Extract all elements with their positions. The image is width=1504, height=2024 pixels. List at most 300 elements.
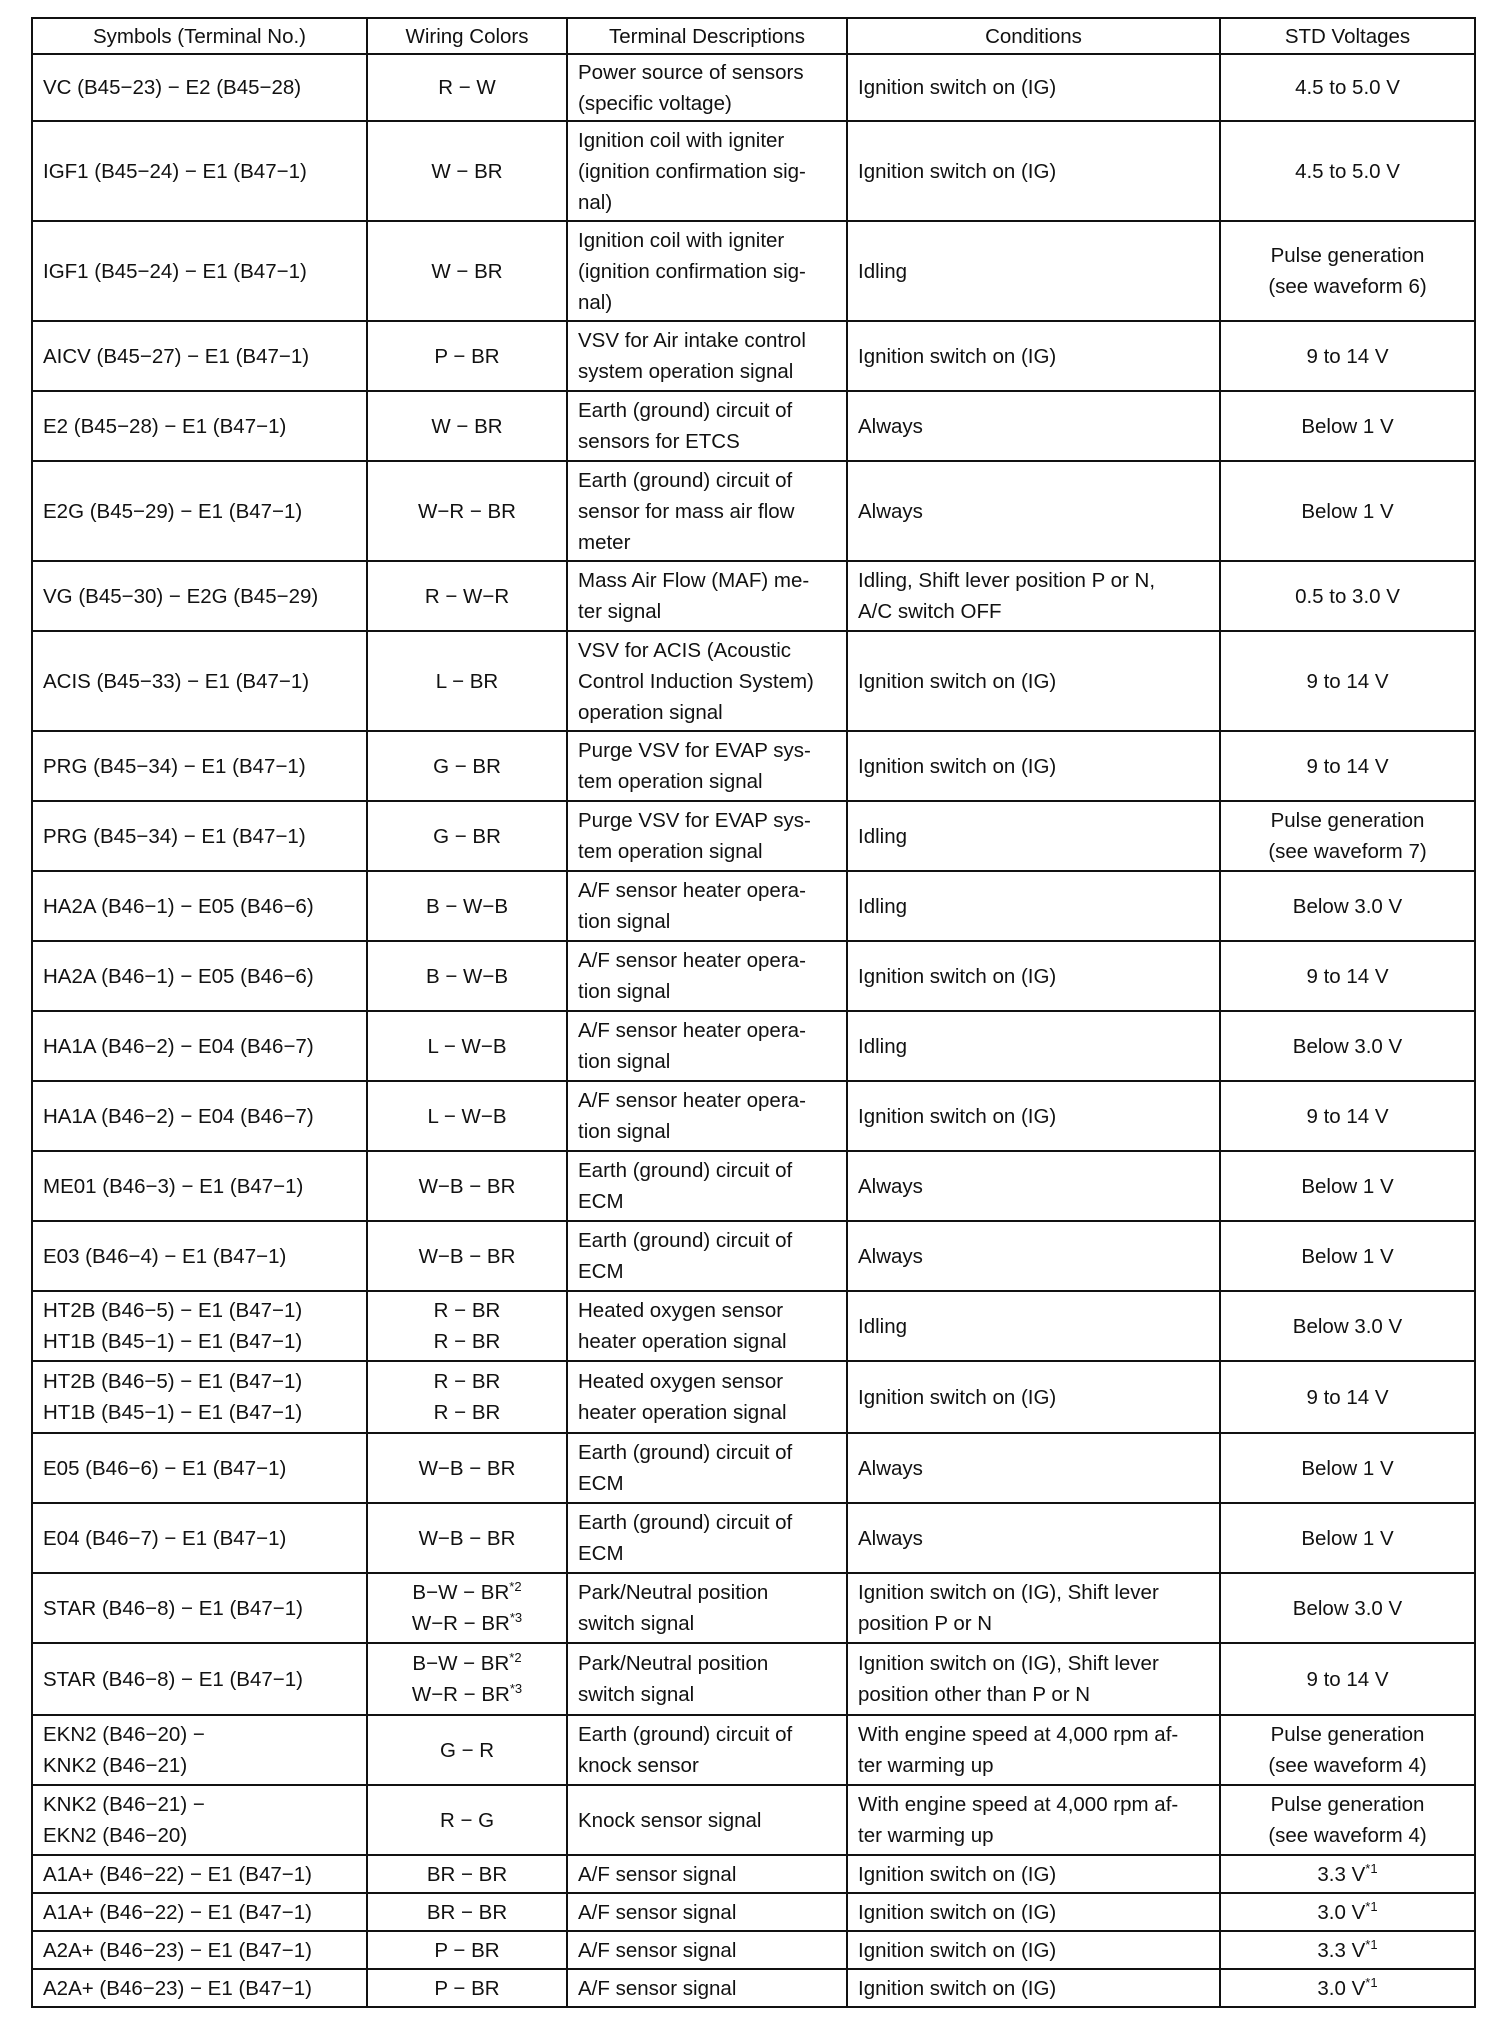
table-row bbox=[32, 121, 1475, 221]
cell-line: (see waveform 7) bbox=[1268, 840, 1427, 863]
cell-line: $W-R - BR^{*3}$ bbox=[411, 1610, 523, 1635]
cell-line: Ignition switch on (IG) bbox=[858, 964, 1057, 988]
cell-line: tion signal bbox=[578, 910, 671, 933]
cell-line: KNK2 (B46−21) − bbox=[43, 1793, 205, 1816]
wiring-color-cell bbox=[367, 801, 567, 871]
cell-line: Below 1 V bbox=[1301, 1174, 1394, 1198]
cell-line: BR − BR bbox=[426, 1862, 508, 1886]
std-voltage-cell bbox=[1220, 801, 1475, 871]
cell-line: L − W−B bbox=[427, 1104, 507, 1128]
cell-line: tion signal bbox=[578, 1120, 671, 1143]
wiring-color-cell bbox=[367, 561, 567, 631]
table-row bbox=[32, 1503, 1475, 1573]
terminal-description-cell bbox=[567, 941, 847, 1011]
cell-line: P − BR bbox=[434, 1976, 500, 2000]
cell-line: A2A+ (B46−23) − E1 (B47−1) bbox=[43, 1938, 312, 1962]
cell-line: Park/Neutral position bbox=[578, 1581, 769, 1604]
cell-line: HT1B (B45−1) − E1 (B47−1) bbox=[43, 1330, 303, 1353]
cell-line: Below 1 V bbox=[1301, 1244, 1394, 1268]
std-voltage-cell bbox=[1220, 54, 1475, 121]
table-row bbox=[32, 871, 1475, 941]
wiring-color-cell bbox=[367, 631, 567, 731]
condition-cell bbox=[847, 1855, 1220, 1893]
wiring-color-cell bbox=[367, 1893, 567, 1931]
terminal-symbol-cell bbox=[32, 871, 367, 941]
cell-line: (see waveform 6) bbox=[1268, 275, 1427, 298]
std-voltage-cell bbox=[1220, 941, 1475, 1011]
table-row bbox=[32, 391, 1475, 461]
cell-line: 3.0 $V^{*1}$ bbox=[1317, 1974, 1378, 2000]
table-row bbox=[32, 1785, 1475, 1855]
cell-line: E03 (B46−4) − E1 (B47−1) bbox=[43, 1244, 287, 1268]
cell-line: R − BR bbox=[433, 1299, 501, 1322]
cell-line: Idling bbox=[858, 1314, 908, 1338]
cell-line: E04 (B46−7) − E1 (B47−1) bbox=[43, 1526, 287, 1550]
wiring-color-cell bbox=[367, 1081, 567, 1151]
terminal-description-cell bbox=[567, 871, 847, 941]
wiring-color-cell bbox=[367, 221, 567, 321]
cell-line: 3.0 $V^{*1}$ bbox=[1317, 1898, 1378, 1924]
cell-line: A1A+ (B46−22) − E1 (B47−1) bbox=[43, 1900, 312, 1924]
cell-line: BR − BR bbox=[426, 1900, 508, 1924]
cell-line: ECM bbox=[578, 1190, 624, 1213]
cell-line: Ignition switch on (IG) bbox=[858, 669, 1057, 693]
terminal-symbol-cell bbox=[32, 1643, 367, 1715]
wiring-color-cell bbox=[367, 1291, 567, 1361]
condition-cell bbox=[847, 871, 1220, 941]
condition-cell bbox=[847, 1643, 1220, 1715]
condition-cell bbox=[847, 1969, 1220, 2007]
cell-line: tem operation signal bbox=[578, 770, 763, 793]
cell-line: nal) bbox=[578, 290, 613, 314]
cell-line: meter bbox=[578, 530, 631, 554]
terminal-symbol-cell bbox=[32, 121, 367, 221]
cell-line: ACIS (B45−33) − E1 (B47−1) bbox=[43, 669, 310, 693]
cell-line: R − BR bbox=[433, 1370, 501, 1393]
cell-line: tem operation signal bbox=[578, 840, 763, 863]
terminal-description-cell bbox=[567, 1081, 847, 1151]
terminal-description-cell bbox=[567, 1151, 847, 1221]
cell-line: 9 to 14 V bbox=[1306, 344, 1389, 368]
condition-cell bbox=[847, 1573, 1220, 1643]
cell-line: Ignition switch on (IG) bbox=[858, 344, 1057, 368]
terminal-symbol-cell bbox=[32, 731, 367, 801]
condition-cell bbox=[847, 1931, 1220, 1969]
cell-line: A/F sensor signal bbox=[578, 1938, 737, 1962]
terminal-description-cell bbox=[567, 631, 847, 731]
condition-cell bbox=[847, 121, 1220, 221]
terminal-symbol-cell bbox=[32, 1503, 367, 1573]
cell-line: switch signal bbox=[578, 1683, 695, 1706]
wiring-color-cell bbox=[367, 1221, 567, 1291]
cell-line: Below 1 V bbox=[1301, 1456, 1394, 1480]
terminal-description-cell bbox=[567, 731, 847, 801]
cell-line: Earth (ground) circuit of bbox=[578, 468, 793, 492]
condition-cell bbox=[847, 631, 1220, 731]
std-voltage-cell bbox=[1220, 1433, 1475, 1503]
cell-line: Mass Air Flow (MAF) me- bbox=[578, 569, 810, 592]
cell-line: A/F sensor heater opera- bbox=[578, 1019, 806, 1042]
std-voltage-cell bbox=[1220, 1151, 1475, 1221]
table-row bbox=[32, 1931, 1475, 1969]
cell-line: Below 3.0 V bbox=[1292, 1596, 1403, 1620]
std-voltage-cell bbox=[1220, 1643, 1475, 1715]
cell-line: ECM bbox=[578, 1542, 624, 1565]
terminal-description-cell bbox=[567, 1855, 847, 1893]
condition-cell bbox=[847, 1081, 1220, 1151]
cell-line: B − W−B bbox=[425, 964, 509, 988]
terminal-description-cell bbox=[567, 1715, 847, 1785]
cell-line: Pulse generation bbox=[1270, 1723, 1425, 1746]
cell-line: A/C switch OFF bbox=[858, 600, 1002, 623]
cell-line: A2A+ (B46−23) − E1 (B47−1) bbox=[43, 1976, 312, 2000]
cell-line: heater operation signal bbox=[578, 1401, 787, 1424]
table-row bbox=[32, 54, 1475, 121]
cell-line: R − BR bbox=[433, 1401, 501, 1424]
cell-line: A/F sensor heater opera- bbox=[578, 879, 806, 902]
wiring-color-cell bbox=[367, 731, 567, 801]
cell-line: nal) bbox=[578, 190, 613, 214]
footnote-marker: *1 bbox=[1365, 1860, 1378, 1876]
terminal-symbol-cell bbox=[32, 1433, 367, 1503]
cell-line: B − W−B bbox=[425, 894, 509, 918]
std-voltage-cell bbox=[1220, 1503, 1475, 1573]
cell-line: 3.3 $V^{*1}$ bbox=[1317, 1860, 1378, 1886]
cell-line: G − BR bbox=[433, 754, 501, 778]
terminal-description-cell bbox=[567, 461, 847, 561]
cell-line: Always bbox=[858, 414, 923, 438]
terminal-description-cell bbox=[567, 321, 847, 391]
cell-line: A/F sensor heater opera- bbox=[578, 949, 806, 972]
cell-line: 9 to 14 V bbox=[1306, 1667, 1389, 1691]
terminal-symbol-cell bbox=[32, 1573, 367, 1643]
table-row bbox=[32, 1011, 1475, 1081]
condition-cell bbox=[847, 221, 1220, 321]
wiring-color-cell bbox=[367, 1573, 567, 1643]
terminal-symbol-cell bbox=[32, 54, 367, 121]
table-row bbox=[32, 1221, 1475, 1291]
terminal-symbol-cell bbox=[32, 801, 367, 871]
wiring-color-cell bbox=[367, 1969, 567, 2007]
cell-line: PRG (B45−34) − E1 (B47−1) bbox=[43, 824, 306, 848]
std-voltage-cell bbox=[1220, 461, 1475, 561]
cell-line: IGF1 (B45−24) − E1 (B47−1) bbox=[43, 259, 307, 283]
terminal-description-cell bbox=[567, 1503, 847, 1573]
wiring-color-cell bbox=[367, 941, 567, 1011]
cell-line: ECM bbox=[578, 1472, 624, 1495]
cell-line: $B-W - BR^{*2}$ bbox=[412, 1579, 522, 1604]
cell-line: 9 to 14 V bbox=[1306, 754, 1389, 778]
terminal-symbol-cell bbox=[32, 1893, 367, 1931]
cell-line: VSV for Air intake control bbox=[578, 329, 806, 352]
cell-line: Ignition coil with igniter bbox=[578, 228, 785, 252]
wiring-color-cell bbox=[367, 461, 567, 561]
table-row bbox=[32, 1893, 1475, 1931]
cell-line: Ignition switch on (IG) bbox=[858, 76, 1057, 99]
cell-line: Ignition switch on (IG) bbox=[858, 1385, 1057, 1409]
terminal-symbol-cell bbox=[32, 1081, 367, 1151]
cell-line: Always bbox=[858, 1244, 923, 1268]
cell-line: HT1B (B45−1) − E1 (B47−1) bbox=[43, 1401, 303, 1424]
header-wiring-colors: Wiring Colors bbox=[367, 18, 567, 54]
condition-cell bbox=[847, 1221, 1220, 1291]
cell-line: R − W−R bbox=[424, 584, 510, 608]
table-row bbox=[32, 801, 1475, 871]
std-voltage-cell bbox=[1220, 1573, 1475, 1643]
cell-line: Idling bbox=[858, 824, 908, 848]
wiring-color-cell bbox=[367, 1785, 567, 1855]
cell-line: W−B − BR bbox=[418, 1244, 516, 1268]
terminal-description-cell bbox=[567, 801, 847, 871]
std-voltage-cell bbox=[1220, 1011, 1475, 1081]
terminal-symbol-cell bbox=[32, 561, 367, 631]
terminal-description-cell bbox=[567, 1893, 847, 1931]
cell-line: STAR (B46−8) − E1 (B47−1) bbox=[43, 1667, 303, 1691]
table-row bbox=[32, 631, 1475, 731]
cell-line: 9 to 14 V bbox=[1306, 669, 1389, 693]
condition-cell bbox=[847, 731, 1220, 801]
cell-line: Always bbox=[858, 499, 923, 523]
cell-line: HA2A (B46−1) − E05 (B46−6) bbox=[43, 964, 314, 988]
terminal-symbol-cell bbox=[32, 1011, 367, 1081]
condition-cell bbox=[847, 1151, 1220, 1221]
cell-line: L − W−B bbox=[427, 1034, 507, 1058]
wiring-color-cell bbox=[367, 1433, 567, 1503]
condition-cell bbox=[847, 561, 1220, 631]
cell-line: HT2B (B46−5) − E1 (B47−1) bbox=[43, 1299, 303, 1322]
cell-line: Ignition switch on (IG) bbox=[858, 1862, 1057, 1886]
cell-line: P − BR bbox=[434, 1938, 500, 1962]
std-voltage-cell bbox=[1220, 1855, 1475, 1893]
cell-line: VSV for ACIS (Acoustic bbox=[578, 638, 792, 662]
terminal-description-cell bbox=[567, 1291, 847, 1361]
cell-line: sensors for ETCS bbox=[578, 430, 740, 453]
std-voltage-cell bbox=[1220, 1931, 1475, 1969]
terminal-description-cell bbox=[567, 1573, 847, 1643]
cell-line: HT2B (B46−5) − E1 (B47−1) bbox=[43, 1370, 303, 1393]
cell-line: G − R bbox=[439, 1738, 495, 1762]
terminal-description-cell bbox=[567, 1361, 847, 1433]
footnote-marker: *2 bbox=[509, 1650, 522, 1666]
table-row bbox=[32, 221, 1475, 321]
cell-line: knock sensor bbox=[578, 1754, 699, 1777]
cell-line: position P or N bbox=[858, 1612, 993, 1635]
cell-line: IGF1 (B45−24) − E1 (B47−1) bbox=[43, 159, 307, 183]
terminal-symbol-cell bbox=[32, 321, 367, 391]
cell-line: Ignition switch on (IG) bbox=[858, 159, 1057, 183]
cell-line: W−R − BR bbox=[418, 499, 516, 523]
cell-line: Pulse generation bbox=[1270, 809, 1425, 832]
cell-line: STAR (B46−8) − E1 (B47−1) bbox=[43, 1596, 303, 1620]
terminal-description-cell bbox=[567, 1785, 847, 1855]
cell-line: Always bbox=[858, 1174, 923, 1198]
cell-line: Below 1 V bbox=[1301, 414, 1394, 438]
std-voltage-cell bbox=[1220, 1715, 1475, 1785]
footnote-marker: *1 bbox=[1365, 1898, 1378, 1914]
cell-line: P − BR bbox=[434, 344, 500, 368]
condition-cell bbox=[847, 1433, 1220, 1503]
cell-line: Ignition switch on (IG) bbox=[858, 1976, 1057, 2000]
cell-line: Idling bbox=[858, 1034, 908, 1058]
cell-line: Idling, Shift lever position P or N, bbox=[858, 569, 1156, 592]
cell-line: Heated oxygen sensor bbox=[578, 1299, 784, 1322]
cell-line: (specific voltage) bbox=[578, 91, 732, 115]
footnote-marker: *3 bbox=[509, 1681, 523, 1697]
cell-line: W−B − BR bbox=[418, 1526, 516, 1550]
table-row bbox=[32, 561, 1475, 631]
std-voltage-cell bbox=[1220, 731, 1475, 801]
terminal-symbol-cell bbox=[32, 1931, 367, 1969]
cell-line: ter signal bbox=[578, 600, 662, 623]
cell-line: Earth (ground) circuit of bbox=[578, 1511, 793, 1534]
wiring-color-cell bbox=[367, 391, 567, 461]
cell-line: Park/Neutral position bbox=[578, 1652, 769, 1675]
terminal-description-cell bbox=[567, 561, 847, 631]
cell-line: ter warming up bbox=[858, 1824, 994, 1847]
header-terminal-descriptions: Terminal Descriptions bbox=[567, 18, 847, 54]
cell-line: A/F sensor signal bbox=[578, 1900, 737, 1924]
cell-line: A/F sensor heater opera- bbox=[578, 1089, 806, 1112]
condition-cell bbox=[847, 1011, 1220, 1081]
footnote-marker: *1 bbox=[1365, 1974, 1378, 1990]
cell-line: 4.5 to 5.0 V bbox=[1295, 76, 1400, 99]
cell-line: Below 1 V bbox=[1301, 1526, 1394, 1550]
table-row bbox=[32, 1433, 1475, 1503]
cell-line: EKN2 (B46−20) bbox=[43, 1824, 188, 1847]
cell-line: Earth (ground) circuit of bbox=[578, 1441, 793, 1464]
cell-line: E05 (B46−6) − E1 (B47−1) bbox=[43, 1456, 287, 1480]
wiring-color-cell bbox=[367, 871, 567, 941]
wiring-color-cell bbox=[367, 54, 567, 121]
table-row bbox=[32, 1969, 1475, 2007]
cell-line: Earth (ground) circuit of bbox=[578, 1723, 793, 1746]
condition-cell bbox=[847, 321, 1220, 391]
cell-line: R − W bbox=[438, 76, 496, 99]
terminal-description-cell bbox=[567, 121, 847, 221]
cell-line: Ignition switch on (IG) bbox=[858, 754, 1057, 778]
cell-line: A/F sensor signal bbox=[578, 1862, 737, 1886]
footnote-marker: *3 bbox=[509, 1610, 523, 1626]
cell-line: W − BR bbox=[431, 414, 503, 438]
footnote-marker: *2 bbox=[509, 1579, 522, 1595]
cell-line: Below 3.0 V bbox=[1292, 1034, 1403, 1058]
cell-line: Always bbox=[858, 1526, 923, 1550]
terminal-description-cell bbox=[567, 1433, 847, 1503]
cell-line: Earth (ground) circuit of bbox=[578, 399, 793, 422]
terminal-voltage-table bbox=[31, 17, 1476, 2008]
terminal-symbol-cell bbox=[32, 1221, 367, 1291]
wiring-color-cell bbox=[367, 1151, 567, 1221]
terminal-description-cell bbox=[567, 1931, 847, 1969]
table-row bbox=[32, 1291, 1475, 1361]
cell-line: A1A+ (B46−22) − E1 (B47−1) bbox=[43, 1862, 312, 1886]
cell-line: Earth (ground) circuit of bbox=[578, 1159, 793, 1182]
cell-line: Always bbox=[858, 1456, 923, 1480]
cell-line: Knock sensor signal bbox=[578, 1808, 762, 1832]
cell-line: switch signal bbox=[578, 1612, 695, 1635]
table-row bbox=[32, 1643, 1475, 1715]
terminal-symbol-cell bbox=[32, 1715, 367, 1785]
wiring-color-cell bbox=[367, 321, 567, 391]
cell-line: HA1A (B46−2) − E04 (B46−7) bbox=[43, 1104, 314, 1128]
cell-line: 3.3 $V^{*1}$ bbox=[1317, 1936, 1378, 1962]
cell-line: Below 3.0 V bbox=[1292, 1314, 1403, 1338]
condition-cell bbox=[847, 461, 1220, 561]
table-row bbox=[32, 1361, 1475, 1433]
cell-line: Power source of sensors bbox=[578, 60, 804, 84]
cell-line: Idling bbox=[858, 259, 908, 283]
wiring-color-cell bbox=[367, 121, 567, 221]
table-row bbox=[32, 1573, 1475, 1643]
terminal-description-cell bbox=[567, 1221, 847, 1291]
terminal-symbol-cell bbox=[32, 1785, 367, 1855]
condition-cell bbox=[847, 1361, 1220, 1433]
cell-line: L − BR bbox=[435, 669, 499, 693]
cell-line: With engine speed at 4,000 rpm af- bbox=[858, 1723, 1179, 1746]
cell-line: Purge VSV for EVAP sys- bbox=[578, 739, 811, 762]
table-row bbox=[32, 941, 1475, 1011]
terminal-description-cell bbox=[567, 391, 847, 461]
terminal-symbol-cell bbox=[32, 1151, 367, 1221]
condition-cell bbox=[847, 1715, 1220, 1785]
terminal-description-cell bbox=[567, 1969, 847, 2007]
std-voltage-cell bbox=[1220, 321, 1475, 391]
condition-cell bbox=[847, 801, 1220, 871]
cell-line: R − BR bbox=[433, 1330, 501, 1353]
cell-line: operation signal bbox=[578, 700, 723, 724]
cell-line: E2G (B45−29) − E1 (B47−1) bbox=[43, 499, 303, 523]
cell-line: W − BR bbox=[431, 259, 503, 283]
cell-line: 4.5 to 5.0 V bbox=[1295, 159, 1400, 183]
cell-line: Ignition switch on (IG), Shift lever bbox=[858, 1652, 1159, 1675]
cell-line: tion signal bbox=[578, 1050, 671, 1073]
cell-line: 0.5 to 3.0 V bbox=[1295, 584, 1400, 608]
cell-line: $W-R - BR^{*3}$ bbox=[411, 1681, 523, 1706]
std-voltage-cell bbox=[1220, 121, 1475, 221]
cell-line: A/F sensor signal bbox=[578, 1976, 737, 2000]
cell-line: (see waveform 4) bbox=[1268, 1824, 1427, 1847]
std-voltage-cell bbox=[1220, 1081, 1475, 1151]
cell-line: Idling bbox=[858, 894, 908, 918]
cell-line: Below 3.0 V bbox=[1292, 894, 1403, 918]
terminal-symbol-cell bbox=[32, 1361, 367, 1433]
cell-line: G − BR bbox=[433, 824, 501, 848]
condition-cell bbox=[847, 941, 1220, 1011]
wiring-color-cell bbox=[367, 1011, 567, 1081]
cell-line: system operation signal bbox=[578, 360, 794, 383]
cell-line: KNK2 (B46−21) bbox=[43, 1754, 188, 1777]
cell-line: Ignition coil with igniter bbox=[578, 128, 785, 152]
wiring-color-cell bbox=[367, 1855, 567, 1893]
cell-line: (ignition confirmation sig- bbox=[578, 159, 806, 183]
cell-line: AICV (B45−27) − E1 (B47−1) bbox=[43, 344, 310, 368]
condition-cell bbox=[847, 1503, 1220, 1573]
cell-line: (see waveform 4) bbox=[1268, 1754, 1427, 1777]
cell-line: W−B − BR bbox=[418, 1174, 516, 1198]
std-voltage-cell bbox=[1220, 871, 1475, 941]
std-voltage-cell bbox=[1220, 561, 1475, 631]
cell-line: Pulse generation bbox=[1270, 244, 1425, 267]
cell-line: Earth (ground) circuit of bbox=[578, 1229, 793, 1252]
header-symbols: Symbols (Terminal No.) bbox=[32, 18, 367, 54]
std-voltage-cell bbox=[1220, 1893, 1475, 1931]
condition-cell bbox=[847, 54, 1220, 121]
footnote-marker: *1 bbox=[1365, 1936, 1378, 1952]
cell-line: EKN2 (B46−20) − bbox=[43, 1723, 205, 1746]
table-row bbox=[32, 461, 1475, 561]
cell-line: Ignition switch on (IG) bbox=[858, 1938, 1057, 1962]
condition-cell bbox=[847, 391, 1220, 461]
